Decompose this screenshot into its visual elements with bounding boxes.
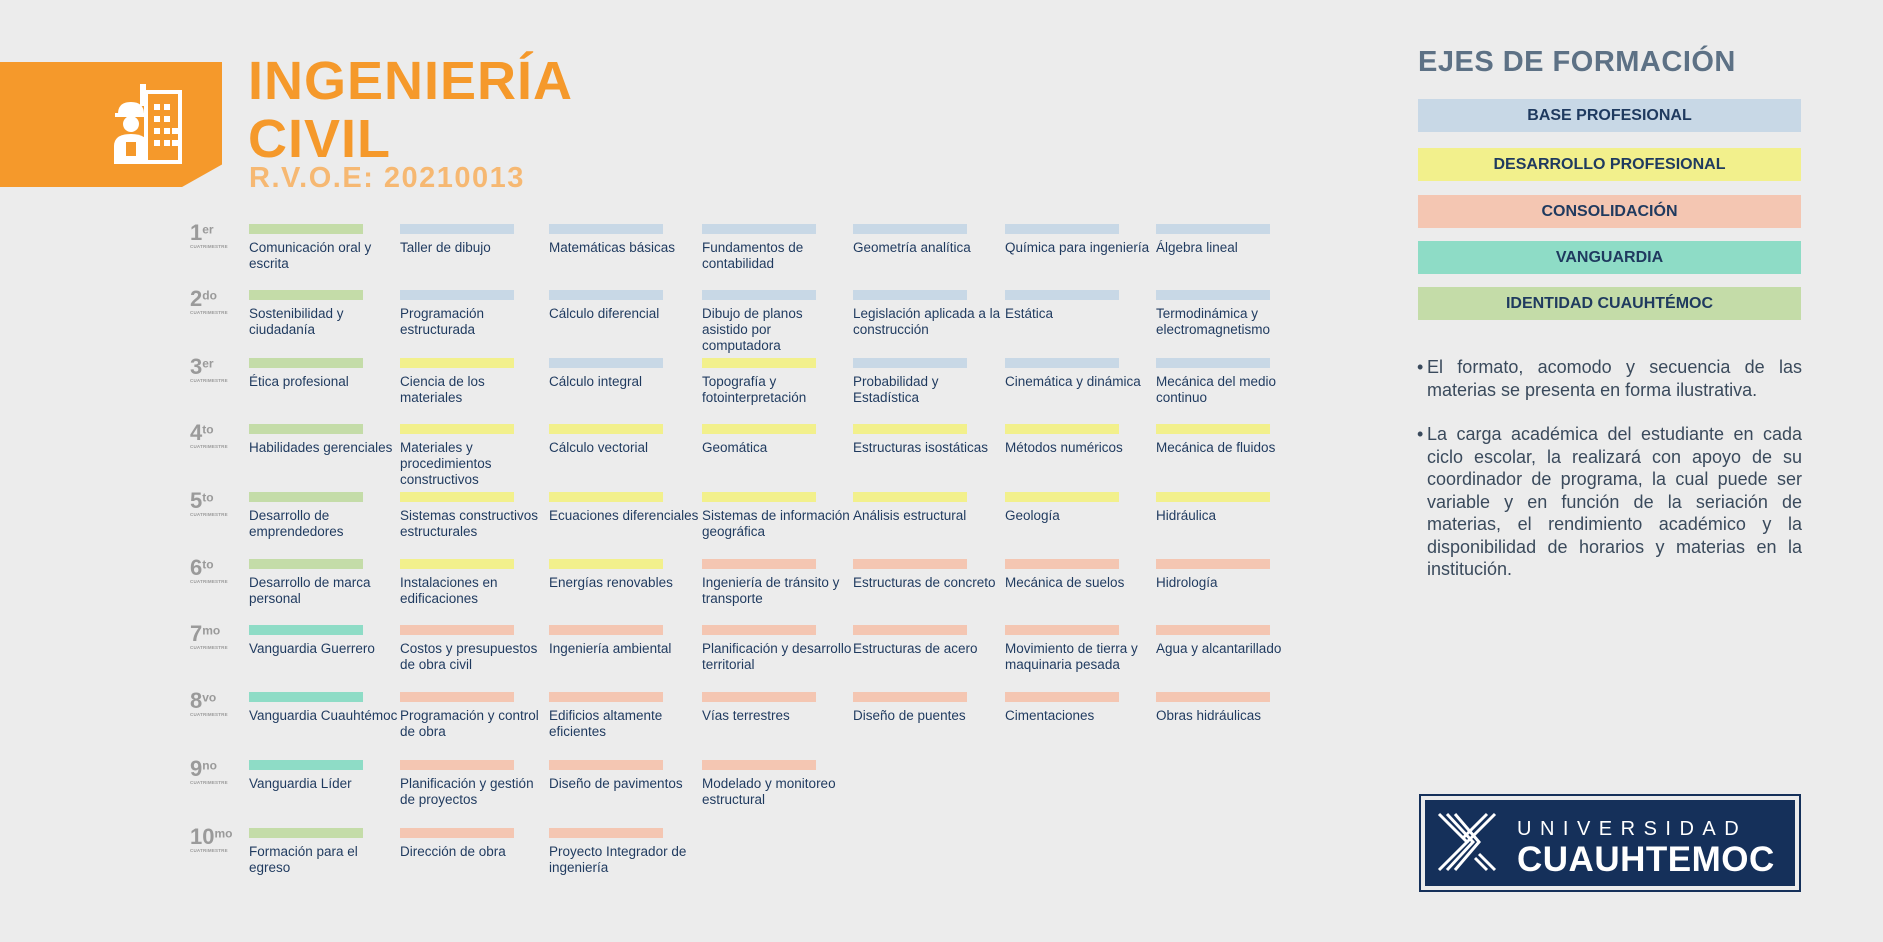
course-cell xyxy=(549,559,699,591)
note-text: La carga académica del estudiante en cada ciclo escolar, la realizará con apoyo de su coordinador de programa, la cual puede ser variable y en función de la seriación de materias, el rendimiento académico y la disponibilidad de horarios y materias en la institución. xyxy=(1427,424,1802,579)
course-axis-bar xyxy=(702,224,816,234)
course-cell xyxy=(400,492,550,540)
course-name: Métodos numéricos xyxy=(1005,440,1123,455)
course-cell xyxy=(400,358,550,406)
course-axis-bar xyxy=(1156,625,1270,635)
logo-text-cuauhtemoc: CUAUHTEMOC xyxy=(1517,840,1775,879)
course-cell xyxy=(249,424,399,456)
semester-label xyxy=(190,420,240,449)
semester-number: 10 xyxy=(190,824,215,849)
course-cell xyxy=(549,625,699,657)
course-cell xyxy=(853,290,1003,338)
course-name: Ingeniería ambiental xyxy=(549,641,672,656)
course-axis-bar xyxy=(1156,358,1270,368)
course-name: Dibujo de planos asistido por computadora xyxy=(702,306,803,353)
course-name: Sostenibilidad y ciudadanía xyxy=(249,306,344,337)
course-name: Energías renovables xyxy=(549,575,673,590)
semester-suffix: no xyxy=(202,758,217,773)
course-axis-bar xyxy=(853,625,967,635)
course-axis-bar xyxy=(400,424,514,434)
semester-label xyxy=(190,756,240,785)
course-axis-bar xyxy=(1005,559,1119,569)
course-axis-bar xyxy=(549,760,663,770)
course-cell xyxy=(1156,625,1306,657)
course-name: Materiales y procedimientos constructivos xyxy=(400,440,492,487)
course-cell xyxy=(549,290,699,322)
axis-consolidacion: CONSOLIDACIÓN xyxy=(1418,195,1801,228)
course-axis-bar xyxy=(853,692,967,702)
course-cell xyxy=(853,492,1003,524)
course-name: Álgebra lineal xyxy=(1156,240,1238,255)
course-axis-bar xyxy=(1156,559,1270,569)
course-axis-bar xyxy=(549,492,663,502)
semester-suffix: er xyxy=(202,222,214,237)
course-cell xyxy=(549,828,699,876)
axis-desarrollo: DESARROLLO PROFESIONAL xyxy=(1418,148,1801,181)
course-name: Taller de dibujo xyxy=(400,240,491,255)
course-axis-bar xyxy=(400,828,514,838)
course-axis-bar xyxy=(249,625,363,635)
course-name: Sistemas constructivos estructurales xyxy=(400,508,539,539)
course-name: Estructuras de concreto xyxy=(853,575,996,590)
course-axis-bar xyxy=(1005,224,1119,234)
course-axis-bar xyxy=(549,424,663,434)
course-cell xyxy=(549,224,699,256)
course-axis-bar xyxy=(702,625,816,635)
course-name: Cálculo integral xyxy=(549,374,643,389)
course-name: Cálculo vectorial xyxy=(549,440,649,455)
course-cell xyxy=(702,692,852,724)
course-cell xyxy=(1156,358,1306,406)
course-cell xyxy=(400,424,550,488)
course-axis-bar xyxy=(1005,492,1119,502)
course-axis-bar xyxy=(249,358,363,368)
course-name: Vías terrestres xyxy=(702,708,790,723)
course-name: Instalaciones en edificaciones xyxy=(400,575,498,606)
course-name: Desarrollo de emprendedores xyxy=(249,508,344,539)
semester-caption: CUATRIMESTRE xyxy=(190,512,228,517)
course-axis-bar xyxy=(249,492,363,502)
semester-caption: CUATRIMESTRE xyxy=(190,378,228,383)
course-axis-bar xyxy=(400,559,514,569)
course-axis-bar xyxy=(1156,692,1270,702)
semester-label xyxy=(190,286,240,315)
course-axis-bar xyxy=(853,358,967,368)
course-name: Sistemas de información geográfica xyxy=(702,508,850,539)
course-cell xyxy=(1005,692,1155,724)
course-name: Edificios altamente eficientes xyxy=(549,708,663,739)
course-axis-bar xyxy=(400,625,514,635)
course-cell xyxy=(400,760,550,808)
course-cell xyxy=(1005,625,1155,673)
course-name: Geología xyxy=(1005,508,1060,523)
course-axis-bar xyxy=(549,290,663,300)
course-axis-bar xyxy=(702,424,816,434)
course-name: Estructuras de acero xyxy=(853,641,978,656)
course-axis-bar xyxy=(549,625,663,635)
semester-caption: CUATRIMESTRE xyxy=(190,244,228,249)
semester-number: 2 xyxy=(190,286,203,311)
bullet-icon: • xyxy=(1417,424,1424,444)
course-cell xyxy=(249,492,399,540)
course-name: Programación estructurada xyxy=(400,306,485,337)
semester-suffix: to xyxy=(202,422,214,437)
course-name: Topografía y fotointerpretación xyxy=(702,374,807,405)
semester-number: 1 xyxy=(190,220,203,245)
course-cell xyxy=(1156,559,1306,591)
course-axis-bar xyxy=(702,760,816,770)
title-line-2: CIVIL xyxy=(248,109,392,169)
logo-text-universidad: UNIVERSIDAD xyxy=(1517,818,1748,840)
course-cell xyxy=(400,692,550,740)
course-name: Química para ingeniería xyxy=(1005,240,1150,255)
course-cell xyxy=(702,492,852,540)
course-name: Costos y presupuestos de obra civil xyxy=(400,641,538,672)
axis-vanguardia: VANGUARDIA xyxy=(1418,241,1801,274)
semester-label xyxy=(190,621,240,650)
course-cell xyxy=(549,358,699,390)
course-cell xyxy=(400,828,550,860)
course-name: Ecuaciones diferenciales xyxy=(549,508,699,523)
course-name: Termodinámica y electromagnetismo xyxy=(1156,306,1271,337)
course-cell xyxy=(249,828,399,876)
course-cell xyxy=(549,760,699,792)
semester-number: 3 xyxy=(190,354,203,379)
course-name: Comunicación oral y escrita xyxy=(249,240,372,271)
semester-suffix: er xyxy=(202,356,214,371)
course-axis-bar xyxy=(400,692,514,702)
course-cell xyxy=(702,424,852,456)
course-name: Obras hidráulicas xyxy=(1156,708,1262,723)
course-cell xyxy=(1156,290,1306,338)
course-axis-bar xyxy=(549,692,663,702)
semester-caption: CUATRIMESTRE xyxy=(190,780,228,785)
course-cell xyxy=(249,760,399,792)
course-cell xyxy=(249,358,399,390)
construction-worker-building-icon xyxy=(112,84,192,169)
course-name: Estructuras isostáticas xyxy=(853,440,989,455)
course-axis-bar xyxy=(400,224,514,234)
course-name: Planificación y gestión de proyectos xyxy=(400,776,534,807)
course-axis-bar xyxy=(549,828,663,838)
course-axis-bar xyxy=(853,492,967,502)
course-axis-bar xyxy=(400,760,514,770)
course-cell xyxy=(702,760,852,808)
semester-caption: CUATRIMESTRE xyxy=(190,645,228,650)
course-cell xyxy=(853,424,1003,456)
semester-suffix: vo xyxy=(202,690,217,705)
course-name: Ciencia de los materiales xyxy=(400,374,485,405)
course-name: Vanguardia Líder xyxy=(249,776,352,791)
course-name: Habilidades gerenciales xyxy=(249,440,393,455)
course-axis-bar xyxy=(702,358,816,368)
course-name: Cálculo diferencial xyxy=(549,306,660,321)
course-name: Probabilidad y Estadística xyxy=(853,374,939,405)
semester-number: 5 xyxy=(190,488,203,513)
semester-suffix: mo xyxy=(202,623,221,638)
course-cell xyxy=(1005,424,1155,456)
course-cell xyxy=(400,559,550,607)
axis-identidad: IDENTIDAD CUAUHTÉMOC xyxy=(1418,287,1801,320)
course-axis-bar xyxy=(853,559,967,569)
semester-caption: CUATRIMESTRE xyxy=(190,579,228,584)
course-axis-bar xyxy=(1156,224,1270,234)
course-name: Modelado y monitoreo estructural xyxy=(702,776,836,807)
rvoe-code: R.V.O.E: 20210013 xyxy=(249,162,525,194)
course-cell xyxy=(853,559,1003,591)
course-name: Fundamentos de contabilidad xyxy=(702,240,804,271)
course-name: Mecánica de suelos xyxy=(1005,575,1125,590)
course-name: Dirección de obra xyxy=(400,844,506,859)
course-cell xyxy=(549,492,699,524)
course-name: Estática xyxy=(1005,306,1054,321)
course-axis-bar xyxy=(702,492,816,502)
header-banner xyxy=(0,62,222,187)
course-name: Geometría analítica xyxy=(853,240,971,255)
course-name: Matemáticas básicas xyxy=(549,240,676,255)
course-axis-bar xyxy=(549,559,663,569)
semester-caption: CUATRIMESTRE xyxy=(190,848,228,853)
course-axis-bar xyxy=(400,290,514,300)
course-name: Ingeniería de tránsito y transporte xyxy=(702,575,840,606)
course-name: Geomática xyxy=(702,440,768,455)
course-axis-bar xyxy=(249,224,363,234)
course-name: Hidráulica xyxy=(1156,508,1217,523)
course-cell xyxy=(249,692,399,724)
course-name: Mecánica de fluidos xyxy=(1156,440,1276,455)
course-name: Desarrollo de marca personal xyxy=(249,575,371,606)
course-cell xyxy=(1156,424,1306,456)
course-name: Mecánica del medio continuo xyxy=(1156,374,1277,405)
course-cell xyxy=(853,692,1003,724)
university-logo xyxy=(1419,794,1801,892)
course-cell xyxy=(853,224,1003,256)
note-text: El formato, acomodo y secuencia de las materias se presenta en forma ilustrativa. xyxy=(1427,357,1802,400)
course-axis-bar xyxy=(249,828,363,838)
course-name: Planificación y desarrollo territorial xyxy=(702,641,852,672)
course-cell xyxy=(1156,492,1306,524)
course-axis-bar xyxy=(853,424,967,434)
course-axis-bar xyxy=(1156,492,1270,502)
course-name: Vanguardia Guerrero xyxy=(249,641,375,656)
course-name: Cinemática y dinámica xyxy=(1005,374,1141,389)
axis-base: BASE PROFESIONAL xyxy=(1418,99,1801,132)
course-name: Diseño de puentes xyxy=(853,708,966,723)
page-title xyxy=(248,52,573,168)
semester-number: 9 xyxy=(190,756,203,781)
course-cell xyxy=(400,224,550,256)
course-axis-bar xyxy=(1005,358,1119,368)
semester-suffix: do xyxy=(202,288,217,303)
semester-label xyxy=(190,354,240,383)
notes xyxy=(1417,356,1802,603)
course-axis-bar xyxy=(1005,692,1119,702)
semester-suffix: to xyxy=(202,557,214,572)
course-cell xyxy=(702,224,852,272)
semester-caption: CUATRIMESTRE xyxy=(190,444,228,449)
course-name: Proyecto Integrador de ingeniería xyxy=(549,844,687,875)
course-axis-bar xyxy=(400,358,514,368)
title-line-1: INGENIERÍA xyxy=(248,51,574,111)
semester-number: 6 xyxy=(190,555,203,580)
semester-number: 7 xyxy=(190,621,203,646)
semester-label xyxy=(190,824,240,853)
course-axis-bar xyxy=(1156,424,1270,434)
course-axis-bar xyxy=(702,559,816,569)
course-cell xyxy=(400,290,550,338)
course-name: Formación para el egreso xyxy=(249,844,358,875)
course-cell xyxy=(400,625,550,673)
course-cell xyxy=(1156,224,1306,256)
semester-label xyxy=(190,688,240,717)
course-cell xyxy=(1005,358,1155,390)
course-name: Programación y control de obra xyxy=(400,708,539,739)
course-name: Análisis estructural xyxy=(853,508,967,523)
semester-caption: CUATRIMESTRE xyxy=(190,712,228,717)
course-axis-bar xyxy=(249,692,363,702)
semester-suffix: to xyxy=(202,490,214,505)
semester-suffix: mo xyxy=(214,826,233,841)
course-name: Agua y alcantarillado xyxy=(1156,641,1282,656)
semester-label xyxy=(190,555,240,584)
course-axis-bar xyxy=(400,492,514,502)
course-name: Movimiento de tierra y maquinaria pesada xyxy=(1005,641,1138,672)
course-axis-bar xyxy=(549,224,663,234)
course-axis-bar xyxy=(549,358,663,368)
course-cell xyxy=(249,559,399,607)
universidad-cuauhtemoc-emblem-icon xyxy=(1433,808,1501,876)
course-cell xyxy=(249,290,399,338)
course-name: Cimentaciones xyxy=(1005,708,1095,723)
course-cell xyxy=(1156,692,1306,724)
note-item xyxy=(1417,356,1802,401)
note-item xyxy=(1417,423,1802,581)
course-name: Ética profesional xyxy=(249,374,349,389)
course-cell xyxy=(702,625,852,673)
course-axis-bar xyxy=(249,760,363,770)
course-axis-bar xyxy=(1005,625,1119,635)
course-axis-bar xyxy=(1005,290,1119,300)
course-axis-bar xyxy=(1156,290,1270,300)
course-cell xyxy=(1005,290,1155,322)
course-cell xyxy=(853,358,1003,406)
course-axis-bar xyxy=(1005,424,1119,434)
course-name: Vanguardia Cuauhtémoc xyxy=(249,708,398,723)
course-cell xyxy=(549,424,699,456)
semester-number: 8 xyxy=(190,688,203,713)
course-name: Hidrología xyxy=(1156,575,1218,590)
course-axis-bar xyxy=(249,559,363,569)
course-axis-bar xyxy=(853,224,967,234)
bullet-icon: • xyxy=(1417,357,1424,377)
course-axis-bar xyxy=(249,424,363,434)
course-axis-bar xyxy=(702,692,816,702)
axes-title: EJES DE FORMACIÓN xyxy=(1418,46,1736,78)
course-cell xyxy=(702,290,852,354)
course-cell xyxy=(702,559,852,607)
course-axis-bar xyxy=(249,290,363,300)
semester-label xyxy=(190,220,240,249)
semester-number: 4 xyxy=(190,420,203,445)
semester-caption: CUATRIMESTRE xyxy=(190,310,228,315)
course-axis-bar xyxy=(702,290,816,300)
course-cell xyxy=(249,625,399,657)
course-cell xyxy=(1005,559,1155,591)
course-name: Legislación aplicada a la construcción xyxy=(853,306,1001,337)
semester-label xyxy=(190,488,240,517)
course-cell xyxy=(853,625,1003,657)
course-name: Diseño de pavimentos xyxy=(549,776,683,791)
course-cell xyxy=(549,692,699,740)
course-cell xyxy=(702,358,852,406)
course-axis-bar xyxy=(853,290,967,300)
course-cell xyxy=(1005,492,1155,524)
course-cell xyxy=(1005,224,1155,256)
course-cell xyxy=(249,224,399,272)
